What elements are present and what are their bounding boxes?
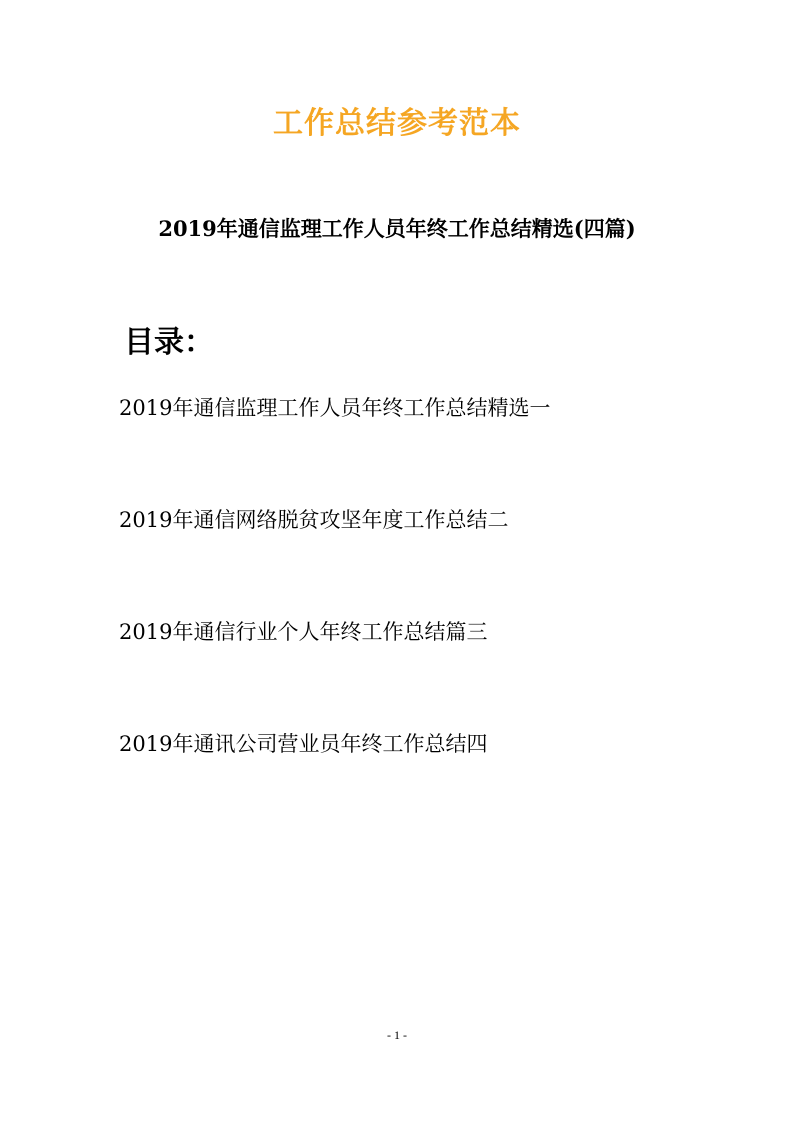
toc-item-2[interactable]: 2019年通信网络脱贫攻坚年度工作总结二 [119, 508, 509, 532]
table-of-contents [119, 396, 550, 844]
toc-heading: 目录： [124, 325, 214, 360]
document-title: 2019年通信监理工作人员年终工作总结精选(四篇) [158, 216, 636, 241]
toc-item-4[interactable]: 2019年通讯公司营业员年终工作总结四 [119, 732, 488, 756]
toc-item-3[interactable]: 2019年通信行业个人年终工作总结篇三 [119, 620, 488, 644]
header-title: 工作总结参考范本 [273, 106, 521, 141]
page-number: - 1 - [387, 1028, 407, 1042]
toc-item-1[interactable]: 2019年通信监理工作人员年终工作总结精选一 [119, 396, 551, 420]
